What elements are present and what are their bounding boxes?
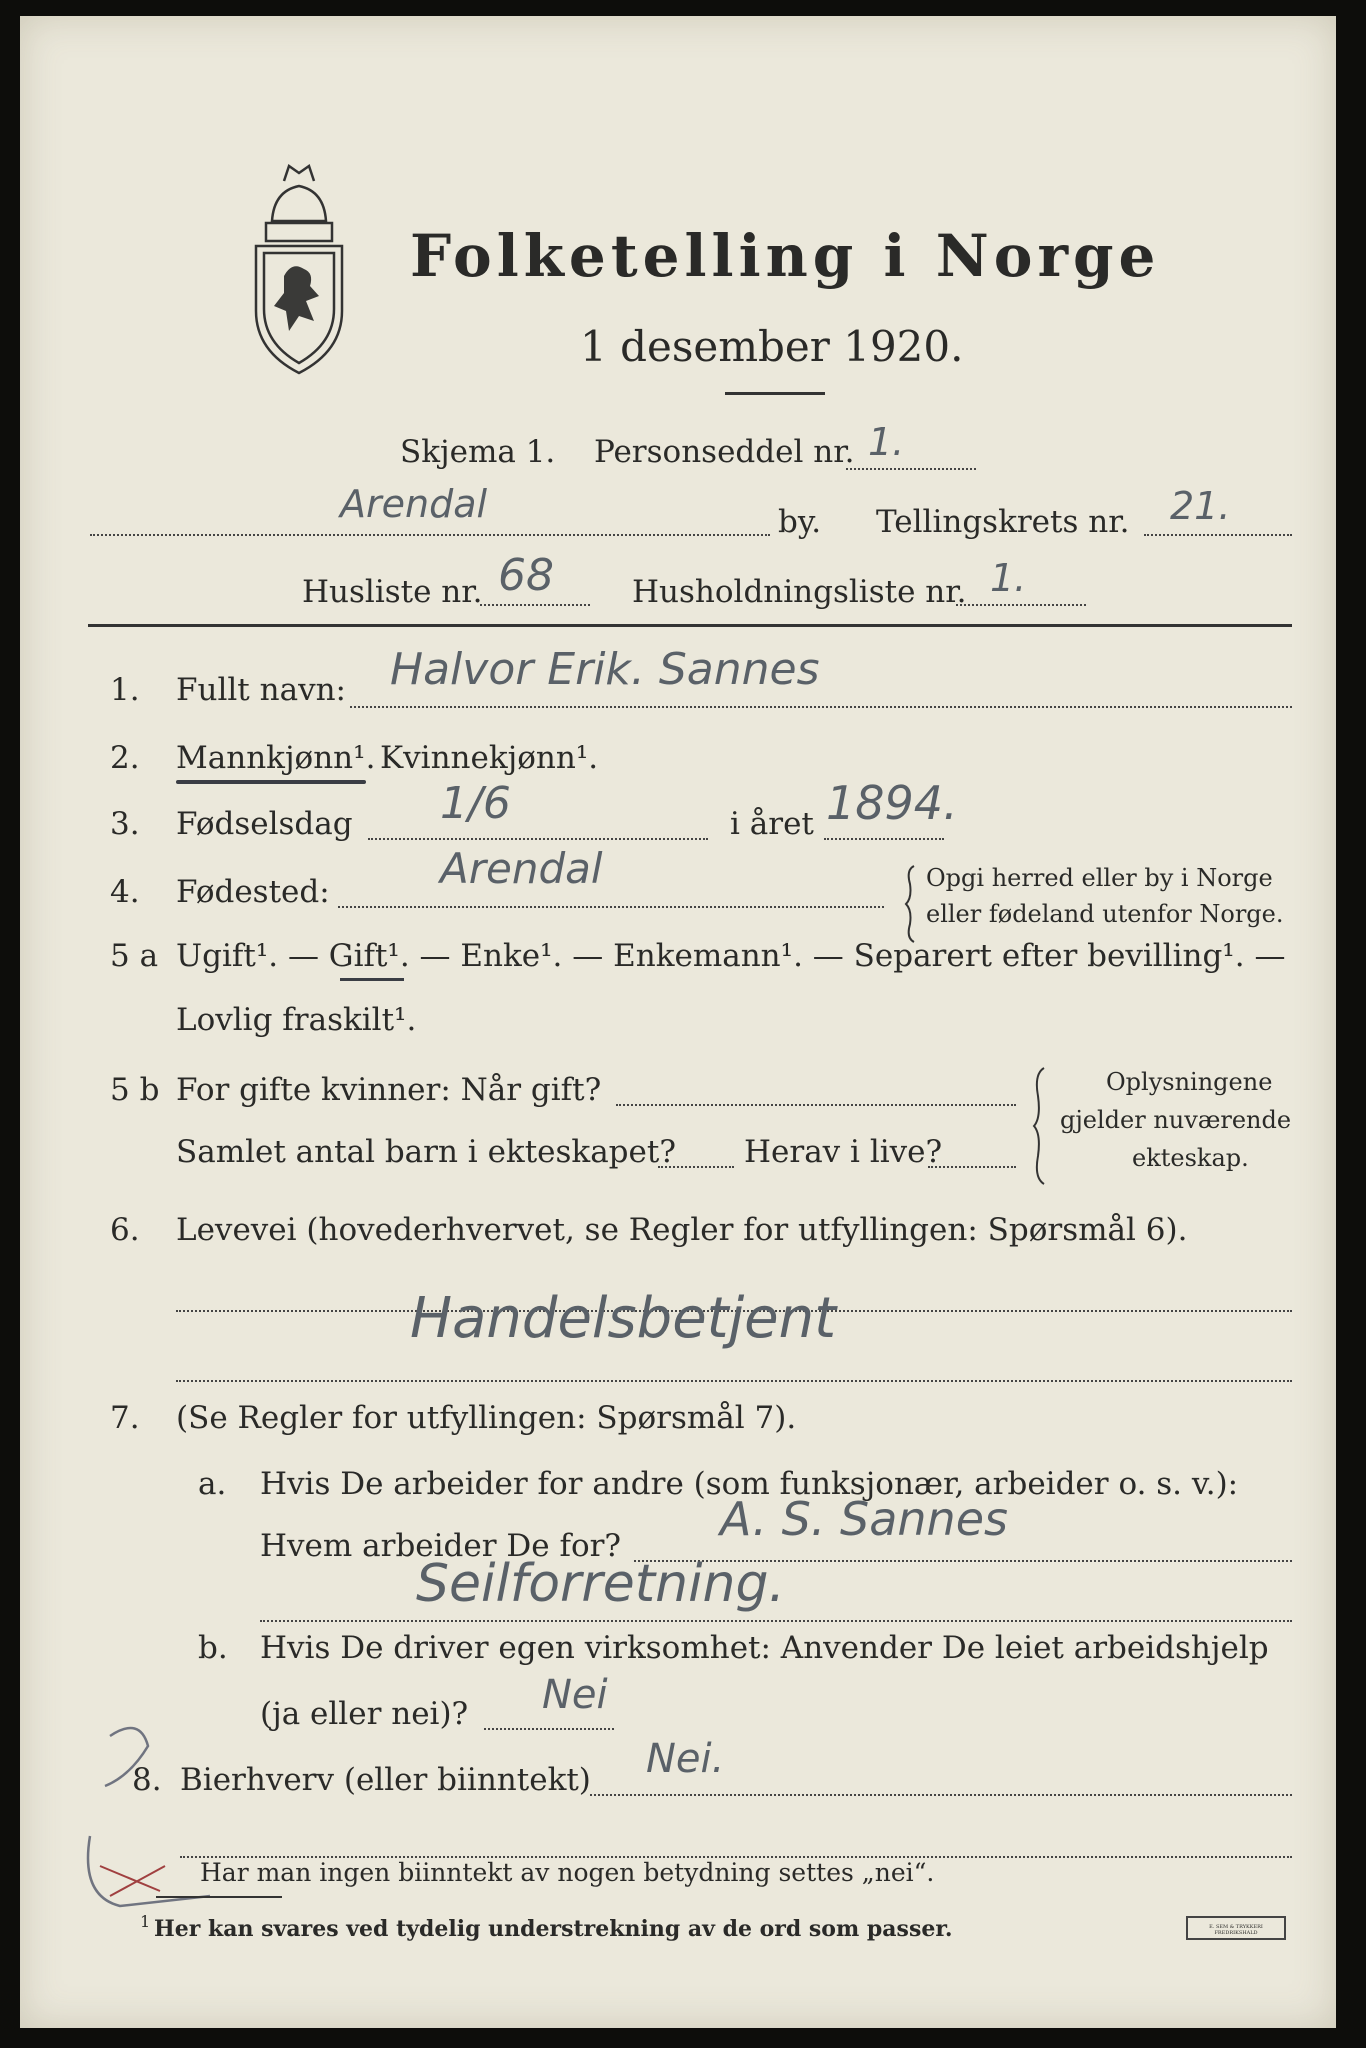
birthplace-note-line2: eller fødeland utenfor Norge.	[926, 900, 1284, 928]
side-income-field[interactable]	[590, 1794, 1292, 1796]
husliste-field[interactable]	[480, 604, 590, 606]
tellingskrets-field[interactable]	[1144, 534, 1292, 536]
husliste-label: Husliste nr.	[302, 574, 483, 610]
children-alive-field[interactable]	[928, 1166, 1016, 1168]
personseddel-value: 1.	[868, 420, 905, 464]
q4-number: 4.	[110, 874, 140, 910]
footnote-text: Her kan svares ved tydelig understrekning av de ord som passer.	[154, 1916, 953, 1942]
footnote-mark: 1	[140, 1912, 151, 1931]
marriage-note-line3: ekteskap.	[1132, 1144, 1249, 1172]
birthplace-note-line1: Opgi herred eller by i Norge	[926, 864, 1273, 892]
personseddel-label: Personseddel nr.	[594, 434, 855, 470]
q7b-line1: Hvis De driver egen virksomhet: Anvender De leiet arbeidshjelp	[260, 1630, 1269, 1666]
q7b-letter: b.	[198, 1630, 228, 1666]
birthplace-note-bracket-icon	[904, 864, 918, 944]
q7-label: (Se Regler for utfyllingen: Spørsmål 7).	[176, 1400, 797, 1436]
q7a-line2: Hvem arbeider De for?	[260, 1528, 622, 1564]
tellingskrets-label: Tellingskrets nr.	[876, 504, 1130, 540]
personseddel-field[interactable]	[846, 468, 976, 470]
q3-label: Fødselsdag	[176, 806, 353, 842]
hired-help-field[interactable]	[484, 1728, 614, 1730]
birthplace-value: Arendal	[440, 844, 603, 893]
q4-label: Fødested:	[176, 874, 330, 910]
norway-coat-of-arms-icon	[244, 161, 354, 376]
by-field[interactable]	[90, 534, 770, 536]
q3-number: 3.	[110, 806, 140, 842]
husholdning-label: Husholdningsliste nr.	[632, 574, 967, 610]
header-separator	[88, 624, 1292, 627]
male-option[interactable]: Mannkjønn¹.	[176, 740, 376, 776]
occupation-value: Handelsbetjent	[410, 1286, 837, 1351]
marriage-note-line2: gjelder nuværende	[1060, 1106, 1292, 1134]
children-count-field[interactable]	[658, 1166, 734, 1168]
by-label: by.	[778, 504, 822, 540]
female-option[interactable]: Kvinnekjønn¹.	[380, 740, 599, 776]
full-name-field[interactable]	[350, 706, 1292, 708]
q6-label: Levevei (hovederhvervet, se Regler for utfyllingen: Spørsmål 6).	[176, 1212, 1188, 1248]
birth-year-value: 1894.	[826, 776, 958, 830]
census-date: 1 desember 1920.	[580, 322, 964, 371]
marital-status-options[interactable]: Ugift¹. — Gift¹. — Enke¹. — Enkemann¹. — Separert efter bevilling¹. —	[176, 938, 1286, 974]
birthday-value: 1/6	[440, 778, 511, 829]
form-title: Folketelling i Norge	[410, 222, 1161, 290]
q1-label: Fullt navn:	[176, 672, 346, 708]
side-income-value: Nei.	[646, 1736, 725, 1782]
q8-note: Har man ingen biinntekt av nogen betydning settes „nei“.	[200, 1858, 935, 1887]
q8-label: Bierhverv (eller biinntekt)	[180, 1762, 591, 1798]
q5b-number: 5 b	[110, 1072, 160, 1108]
birthplace-field[interactable]	[338, 906, 884, 908]
pencil-mark-icon	[70, 1716, 200, 1916]
q7-number: 7.	[110, 1400, 140, 1436]
by-value: Arendal	[340, 482, 488, 526]
q7a-letter: a.	[198, 1466, 227, 1502]
employer-value: A. S. Sannes	[720, 1492, 1008, 1546]
printer-stamp-text: E. SEM & TRYKKERI FREDRIKSHALD	[1209, 1924, 1263, 1936]
q7b-line2: (ja eller nei)?	[260, 1696, 469, 1732]
marriage-note-line1: Oplysningene	[1106, 1068, 1273, 1096]
q6-number: 6.	[110, 1212, 140, 1248]
birth-year-field[interactable]	[824, 838, 944, 840]
married-when-field[interactable]	[616, 1104, 1016, 1106]
census-form-page	[20, 16, 1336, 2028]
birthday-field[interactable]	[368, 838, 708, 840]
marriage-note-bracket-icon	[1032, 1066, 1048, 1186]
occupation-field-2[interactable]	[176, 1380, 1292, 1382]
married-women-label: For gifte kvinner: Når gift?	[176, 1072, 602, 1108]
tellingskrets-value: 21.	[1170, 484, 1231, 528]
children-alive-label: Herav i live?	[744, 1134, 943, 1170]
q1-number: 1.	[110, 672, 140, 708]
gift-underline	[340, 978, 404, 981]
q2-number: 2.	[110, 740, 140, 776]
employer-field-2[interactable]	[260, 1620, 1292, 1622]
printer-stamp	[1186, 1916, 1286, 1940]
hired-help-value: Nei	[542, 1672, 608, 1718]
marital-status-divorced[interactable]: Lovlig fraskilt¹.	[176, 1002, 417, 1038]
full-name-value: Halvor Erik. Sannes	[390, 644, 820, 695]
children-count-label: Samlet antal barn i ekteskapet?	[176, 1134, 676, 1170]
husholdning-field[interactable]	[956, 604, 1086, 606]
husholdning-value: 1.	[990, 556, 1027, 600]
employer-value-2: Seilforretning.	[416, 1554, 786, 1614]
title-divider	[725, 392, 825, 395]
q8-number: 8.	[132, 1762, 162, 1798]
q5a-number: 5 a	[110, 938, 159, 974]
husliste-value: 68	[498, 550, 554, 601]
skjema-label: Skjema 1.	[400, 434, 556, 470]
q7a-line1: Hvis De arbeider for andre (som funksjonær, arbeider o. s. v.):	[260, 1466, 1239, 1502]
birth-year-label: i året	[730, 806, 814, 842]
footnote-separator	[156, 1896, 282, 1898]
male-underline	[176, 780, 366, 784]
